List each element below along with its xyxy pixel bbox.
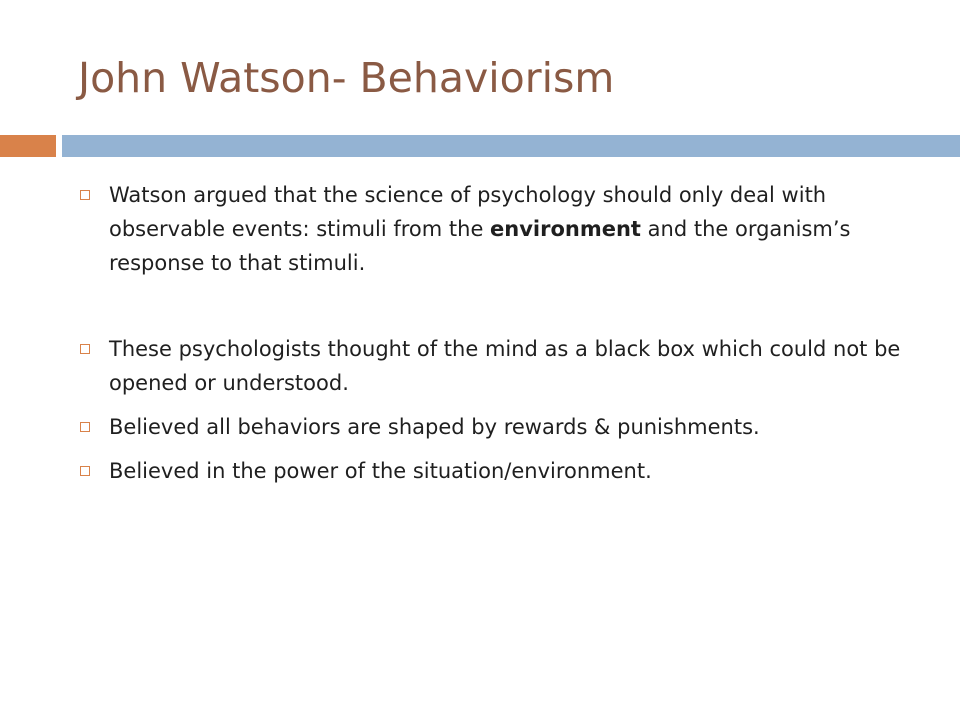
bullet-text: Believed in the power of the situation/environment. xyxy=(109,459,652,483)
bullet-item xyxy=(74,454,914,488)
bullet-emphasis: environment xyxy=(490,217,641,241)
accent-bar xyxy=(0,135,56,157)
bullet-item xyxy=(74,410,914,444)
hollow-square-icon xyxy=(80,344,90,354)
slide-title: John Watson- Behaviorism xyxy=(78,54,615,102)
bullet-list xyxy=(74,178,914,488)
bullet-item xyxy=(74,332,914,400)
bullet-text: Believed all behaviors are shaped by rewards & punishments. xyxy=(109,415,760,439)
bullet-item xyxy=(74,178,914,280)
title-rule-bar xyxy=(62,135,960,157)
bullet-text: and the organism’s response to that stimuli. xyxy=(109,217,851,275)
hollow-square-icon xyxy=(80,422,90,432)
hollow-square-icon xyxy=(80,190,90,200)
hollow-square-icon xyxy=(80,466,90,476)
bullet-text: These psychologists thought of the mind as a black box which could not be opened or understood. xyxy=(109,337,901,395)
bullet-text: Watson argued that the science of psychology should only deal with observable events: stimuli from the xyxy=(109,183,827,241)
